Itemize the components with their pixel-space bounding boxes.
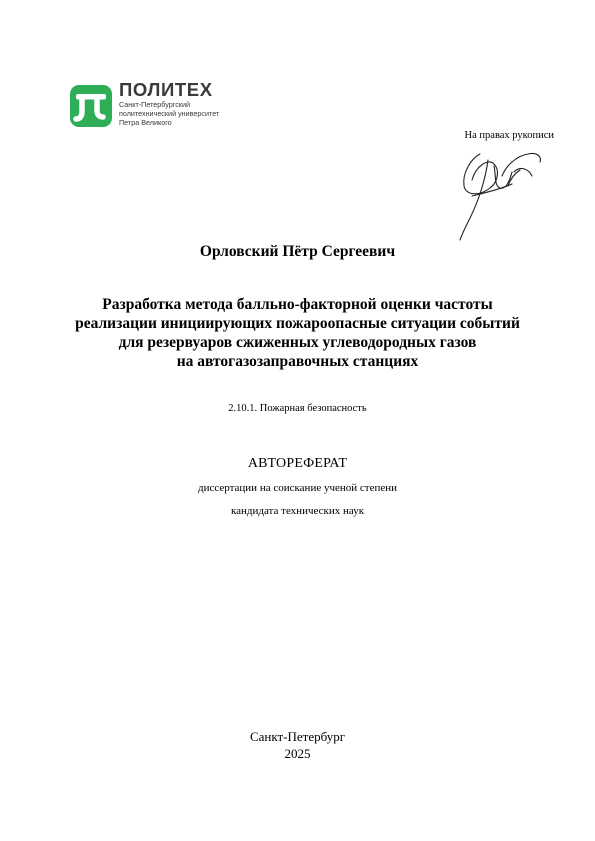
title-line-3: для резервуаров сжиженных углеводородных газов	[118, 334, 477, 351]
year: 2025	[284, 746, 311, 761]
logo-subtitle-line-2: политехнический университет	[119, 109, 220, 118]
logo-subtitle-line-1: Санкт-Петербургский	[119, 100, 190, 109]
degree-line-1: диссертации на соискание ученой степени	[197, 482, 398, 494]
author-name: Орловский Пётр Сергеевич	[199, 243, 396, 260]
title-line-1: Разработка метода балльно-факторной оценки частоты	[102, 296, 493, 313]
politech-logo-icon	[70, 85, 112, 127]
logo-brand-name: ПОЛИТЕХ	[119, 79, 213, 100]
manuscript-note: На правах рукописи	[464, 130, 554, 141]
logo-subtitle-line-3: Петра Великого	[119, 118, 172, 127]
document-type: АВТОРЕФЕРАТ	[247, 456, 348, 471]
city: Санкт-Петербург	[249, 729, 346, 744]
title-line-4: на автогазозаправочных станциях	[176, 353, 419, 370]
title-line-2: реализации инициирующих пожароопасные ситуации событий	[75, 315, 520, 332]
signature-icon	[450, 146, 550, 242]
degree-line-2: кандидата технических наук	[230, 505, 365, 517]
specialty-code: 2.10.1. Пожарная безопасность	[228, 403, 367, 414]
